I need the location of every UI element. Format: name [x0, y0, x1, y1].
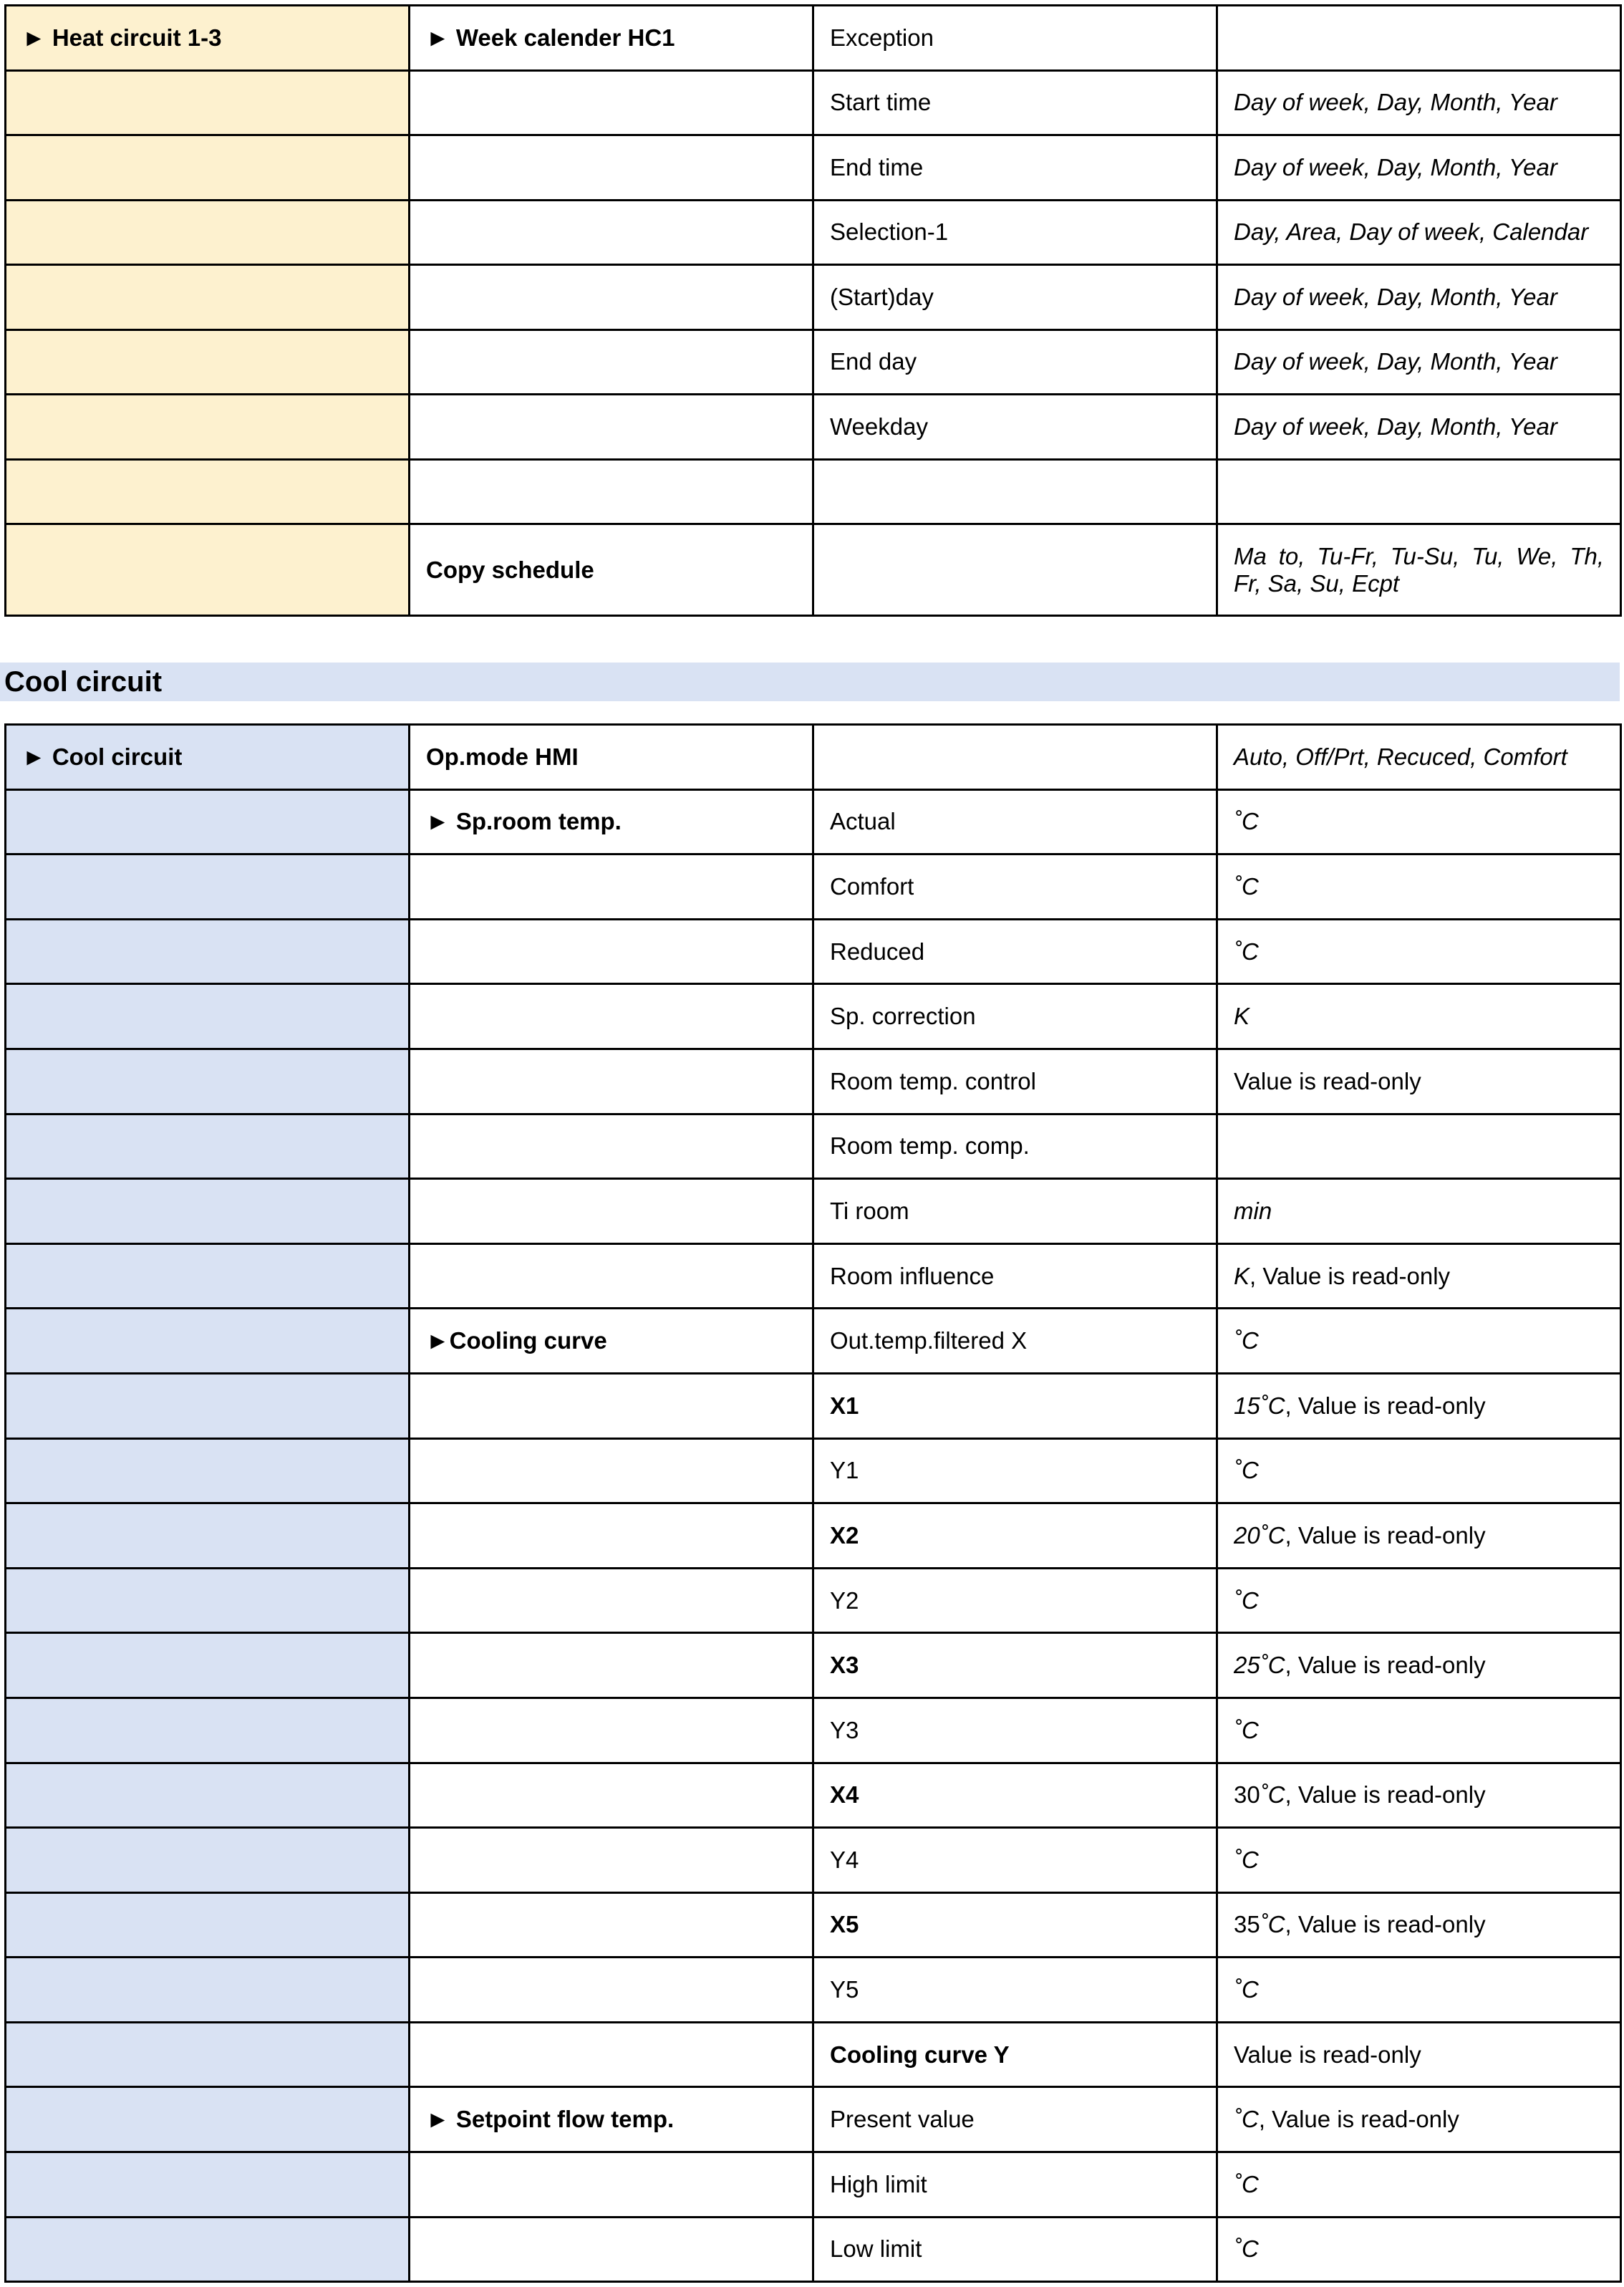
- menu-level-2-cell: [410, 1503, 813, 1569]
- table-row: [6, 1568, 1621, 1633]
- table-row: [6, 135, 1621, 201]
- menu-level-2-cell: [410, 1179, 813, 1244]
- menu-level-1-cell: [6, 2152, 410, 2218]
- menu-level-3-cell: Cooling curve Y: [813, 2022, 1217, 2087]
- note-text: , Value is read-only: [1258, 2106, 1459, 2133]
- menu-level-2-cell: [410, 1698, 813, 1763]
- menu-level-3-cell: [813, 725, 1217, 790]
- menu-level-2-cell: [410, 1049, 813, 1114]
- table-row: [6, 919, 1621, 984]
- unit-text: ˚C: [1234, 2106, 1259, 2133]
- menu-level-2-cell: [410, 70, 813, 135]
- menu-level-2-cell: [410, 2152, 813, 2218]
- value-cell: Value is read-only: [1217, 2022, 1621, 2087]
- note-text: , Value is read-only: [1285, 1521, 1486, 1549]
- table-row: [6, 265, 1621, 330]
- menu-level-2-cell: [410, 1438, 813, 1503]
- value-cell: ˚C: [1217, 1698, 1621, 1763]
- menu-level-2-cell: [410, 1373, 813, 1438]
- menu-level-2-cell: [410, 459, 813, 524]
- menu-level-3-cell: Y4: [813, 1828, 1217, 1893]
- menu-level-3-cell: Y2: [813, 1568, 1217, 1633]
- value-cell: ˚C: [1217, 919, 1621, 984]
- table-row: [6, 2217, 1621, 2282]
- value-cell: [1217, 2087, 1621, 2152]
- menu-level-1-cell: [6, 524, 410, 616]
- menu-level-3-cell: X2: [813, 1503, 1217, 1569]
- menu-level-3-cell: Y5: [813, 1958, 1217, 2023]
- table-row: [6, 1179, 1621, 1244]
- menu-level-1-cell: [6, 854, 410, 920]
- menu-level-1-cell: [6, 1309, 410, 1374]
- table-row: [6, 1892, 1621, 1958]
- menu-level-2-cell: Op.mode HMI: [410, 725, 813, 790]
- menu-level-3-cell: Actual: [813, 789, 1217, 854]
- value-cell: [1217, 1373, 1621, 1438]
- note-text: , Value is read-only: [1285, 1911, 1486, 1938]
- table-row: [6, 1633, 1621, 1698]
- table-row: [6, 200, 1621, 265]
- table-row: [6, 6, 1621, 71]
- value-cell: Day, Area, Day of week, Calendar: [1217, 200, 1621, 265]
- menu-level-3-cell: [813, 459, 1217, 524]
- table-row: [6, 1114, 1621, 1179]
- menu-level-1-cell: ► Cool circuit: [6, 725, 410, 790]
- menu-level-2-cell: [410, 854, 813, 920]
- value-cell: ˚C: [1217, 2152, 1621, 2218]
- unit-text: 25˚C: [1234, 1652, 1285, 1679]
- table-row: [6, 1958, 1621, 2023]
- value-cell: [1217, 1633, 1621, 1698]
- menu-level-2-cell: ►Cooling curve: [410, 1309, 813, 1374]
- menu-level-1-cell: [6, 789, 410, 854]
- menu-level-2-cell: Copy schedule: [410, 524, 813, 616]
- menu-level-3-cell: Present value: [813, 2087, 1217, 2152]
- menu-level-2-cell: [410, 1828, 813, 1893]
- value-cell: [1217, 6, 1621, 71]
- section-title: Cool circuit: [0, 663, 1620, 701]
- number-text: 35: [1234, 1911, 1260, 1938]
- table-row: [6, 854, 1621, 920]
- menu-level-2-cell: ► Setpoint flow temp.: [410, 2087, 813, 2152]
- note-text: , Value is read-only: [1250, 1262, 1451, 1289]
- menu-level-2-cell: [410, 135, 813, 201]
- table-row: [6, 395, 1621, 460]
- menu-level-3-cell: Sp. correction: [813, 984, 1217, 1049]
- menu-level-2-cell: [410, 1243, 813, 1309]
- menu-level-1-cell: [6, 459, 410, 524]
- menu-level-2-cell: [410, 395, 813, 460]
- value-cell: ˚C: [1217, 1568, 1621, 1633]
- menu-level-1-cell: [6, 984, 410, 1049]
- menu-level-2-cell: ► Week calender HC1: [410, 6, 813, 71]
- menu-level-1-cell: [6, 1243, 410, 1309]
- menu-level-1-cell: [6, 1698, 410, 1763]
- menu-level-3-cell: High limit: [813, 2152, 1217, 2218]
- menu-level-1-cell: [6, 1633, 410, 1698]
- value-cell: Day of week, Day, Month, Year: [1217, 135, 1621, 201]
- menu-level-3-cell: Room temp. comp.: [813, 1114, 1217, 1179]
- value-cell: Day of week, Day, Month, Year: [1217, 265, 1621, 330]
- menu-level-2-cell: [410, 200, 813, 265]
- value-cell: [1217, 1763, 1621, 1828]
- value-cell: Auto, Off/Prt, Recuced, Comfort: [1217, 725, 1621, 790]
- unit-text: K: [1234, 1262, 1250, 1289]
- menu-level-1-cell: ► Heat circuit 1-3: [6, 6, 410, 71]
- menu-level-3-cell: Ti room: [813, 1179, 1217, 1244]
- menu-level-3-cell: [813, 524, 1217, 616]
- table-row: [6, 1049, 1621, 1114]
- menu-level-3-cell: Reduced: [813, 919, 1217, 984]
- menu-level-1-cell: [6, 2022, 410, 2087]
- menu-level-3-cell: End time: [813, 135, 1217, 201]
- menu-level-1-cell: [6, 1179, 410, 1244]
- menu-level-1-cell: [6, 395, 410, 460]
- heat-circuit-table: [4, 4, 1622, 617]
- menu-level-2-cell: [410, 1114, 813, 1179]
- table-row: [6, 329, 1621, 395]
- menu-level-3-cell: X3: [813, 1633, 1217, 1698]
- menu-level-2-cell: [410, 984, 813, 1049]
- table-row: [6, 2087, 1621, 2152]
- table-row: [6, 1503, 1621, 1569]
- menu-level-3-cell: Weekday: [813, 395, 1217, 460]
- menu-level-2-cell: [410, 265, 813, 330]
- value-cell: [1217, 1503, 1621, 1569]
- menu-level-2-cell: [410, 2217, 813, 2282]
- value-cell: min: [1217, 1179, 1621, 1244]
- menu-level-3-cell: Y3: [813, 1698, 1217, 1763]
- unit-text: 15˚C: [1234, 1392, 1285, 1419]
- menu-level-3-cell: X4: [813, 1763, 1217, 1828]
- menu-level-3-cell: Selection-1: [813, 200, 1217, 265]
- menu-level-3-cell: X1: [813, 1373, 1217, 1438]
- value-cell: ˚C: [1217, 854, 1621, 920]
- menu-level-3-cell: Room temp. control: [813, 1049, 1217, 1114]
- note-text: , Value is read-only: [1285, 1781, 1486, 1809]
- menu-level-2-cell: [410, 919, 813, 984]
- table-row: [6, 2022, 1621, 2087]
- table-row: [6, 1243, 1621, 1309]
- table-row: [6, 725, 1621, 790]
- unit-text: ˚C: [1260, 1911, 1285, 1938]
- table-row: [6, 1763, 1621, 1828]
- menu-level-3-cell: Comfort: [813, 854, 1217, 920]
- table-row: [6, 984, 1621, 1049]
- table-row: [6, 1828, 1621, 1893]
- value-cell: Day of week, Day, Month, Year: [1217, 70, 1621, 135]
- menu-level-3-cell: Low limit: [813, 2217, 1217, 2282]
- menu-level-2-cell: [410, 2022, 813, 2087]
- menu-level-2-cell: [410, 1633, 813, 1698]
- table-row: [6, 789, 1621, 854]
- menu-level-2-cell: [410, 1763, 813, 1828]
- table-row: [6, 459, 1621, 524]
- table-row: [6, 2152, 1621, 2218]
- menu-level-1-cell: [6, 919, 410, 984]
- menu-level-3-cell: X5: [813, 1892, 1217, 1958]
- menu-level-1-cell: [6, 1438, 410, 1503]
- menu-level-1-cell: [6, 1568, 410, 1633]
- table-row: [6, 1309, 1621, 1374]
- menu-level-3-cell: End day: [813, 329, 1217, 395]
- menu-level-1-cell: [6, 329, 410, 395]
- menu-level-3-cell: Room influence: [813, 1243, 1217, 1309]
- table-row: [6, 524, 1621, 616]
- menu-level-1-cell: [6, 1828, 410, 1893]
- menu-level-1-cell: [6, 1503, 410, 1569]
- value-cell: Day of week, Day, Month, Year: [1217, 329, 1621, 395]
- value-cell: [1217, 1114, 1621, 1179]
- table-row: [6, 70, 1621, 135]
- value-cell: ˚C: [1217, 1438, 1621, 1503]
- value-cell: ˚C: [1217, 1309, 1621, 1374]
- unit-text: 20˚C: [1234, 1521, 1285, 1549]
- table-row: [6, 1698, 1621, 1763]
- menu-level-2-cell: [410, 1892, 813, 1958]
- number-text: 30: [1234, 1781, 1260, 1809]
- value-cell: Value is read-only: [1217, 1049, 1621, 1114]
- menu-level-1-cell: [6, 1049, 410, 1114]
- menu-level-1-cell: [6, 1114, 410, 1179]
- menu-level-1-cell: [6, 1373, 410, 1438]
- menu-level-1-cell: [6, 135, 410, 201]
- value-cell: ˚C: [1217, 789, 1621, 854]
- menu-level-1-cell: [6, 2217, 410, 2282]
- value-cell: [1217, 1892, 1621, 1958]
- value-cell: K: [1217, 984, 1621, 1049]
- menu-level-1-cell: [6, 1892, 410, 1958]
- unit-text: ˚C: [1260, 1781, 1285, 1809]
- value-cell: [1217, 1243, 1621, 1309]
- menu-level-1-cell: [6, 70, 410, 135]
- menu-level-3-cell: Exception: [813, 6, 1217, 71]
- menu-level-2-cell: [410, 1568, 813, 1633]
- value-cell: ˚C: [1217, 1958, 1621, 2023]
- menu-level-3-cell: Y1: [813, 1438, 1217, 1503]
- menu-level-2-cell: [410, 1958, 813, 2023]
- value-cell: Ma to, Tu-Fr, Tu-Su, Tu, We, Th, Fr, Sa, Su, Ecpt: [1217, 524, 1621, 616]
- menu-level-2-cell: ► Sp.room temp.: [410, 789, 813, 854]
- table-row: [6, 1438, 1621, 1503]
- value-cell: ˚C: [1217, 2217, 1621, 2282]
- menu-level-1-cell: [6, 2087, 410, 2152]
- value-cell: [1217, 459, 1621, 524]
- menu-level-3-cell: Start time: [813, 70, 1217, 135]
- table-row: [6, 1373, 1621, 1438]
- menu-level-1-cell: [6, 200, 410, 265]
- menu-level-3-cell: (Start)day: [813, 265, 1217, 330]
- cool-circuit-table: [4, 723, 1622, 2283]
- note-text: , Value is read-only: [1285, 1652, 1486, 1679]
- menu-level-1-cell: [6, 1958, 410, 2023]
- menu-level-2-cell: [410, 329, 813, 395]
- menu-level-3-cell: Out.temp.filtered X: [813, 1309, 1217, 1374]
- menu-level-1-cell: [6, 265, 410, 330]
- value-cell: Day of week, Day, Month, Year: [1217, 395, 1621, 460]
- note-text: , Value is read-only: [1285, 1392, 1486, 1419]
- value-cell: ˚C: [1217, 1828, 1621, 1893]
- menu-level-1-cell: [6, 1763, 410, 1828]
